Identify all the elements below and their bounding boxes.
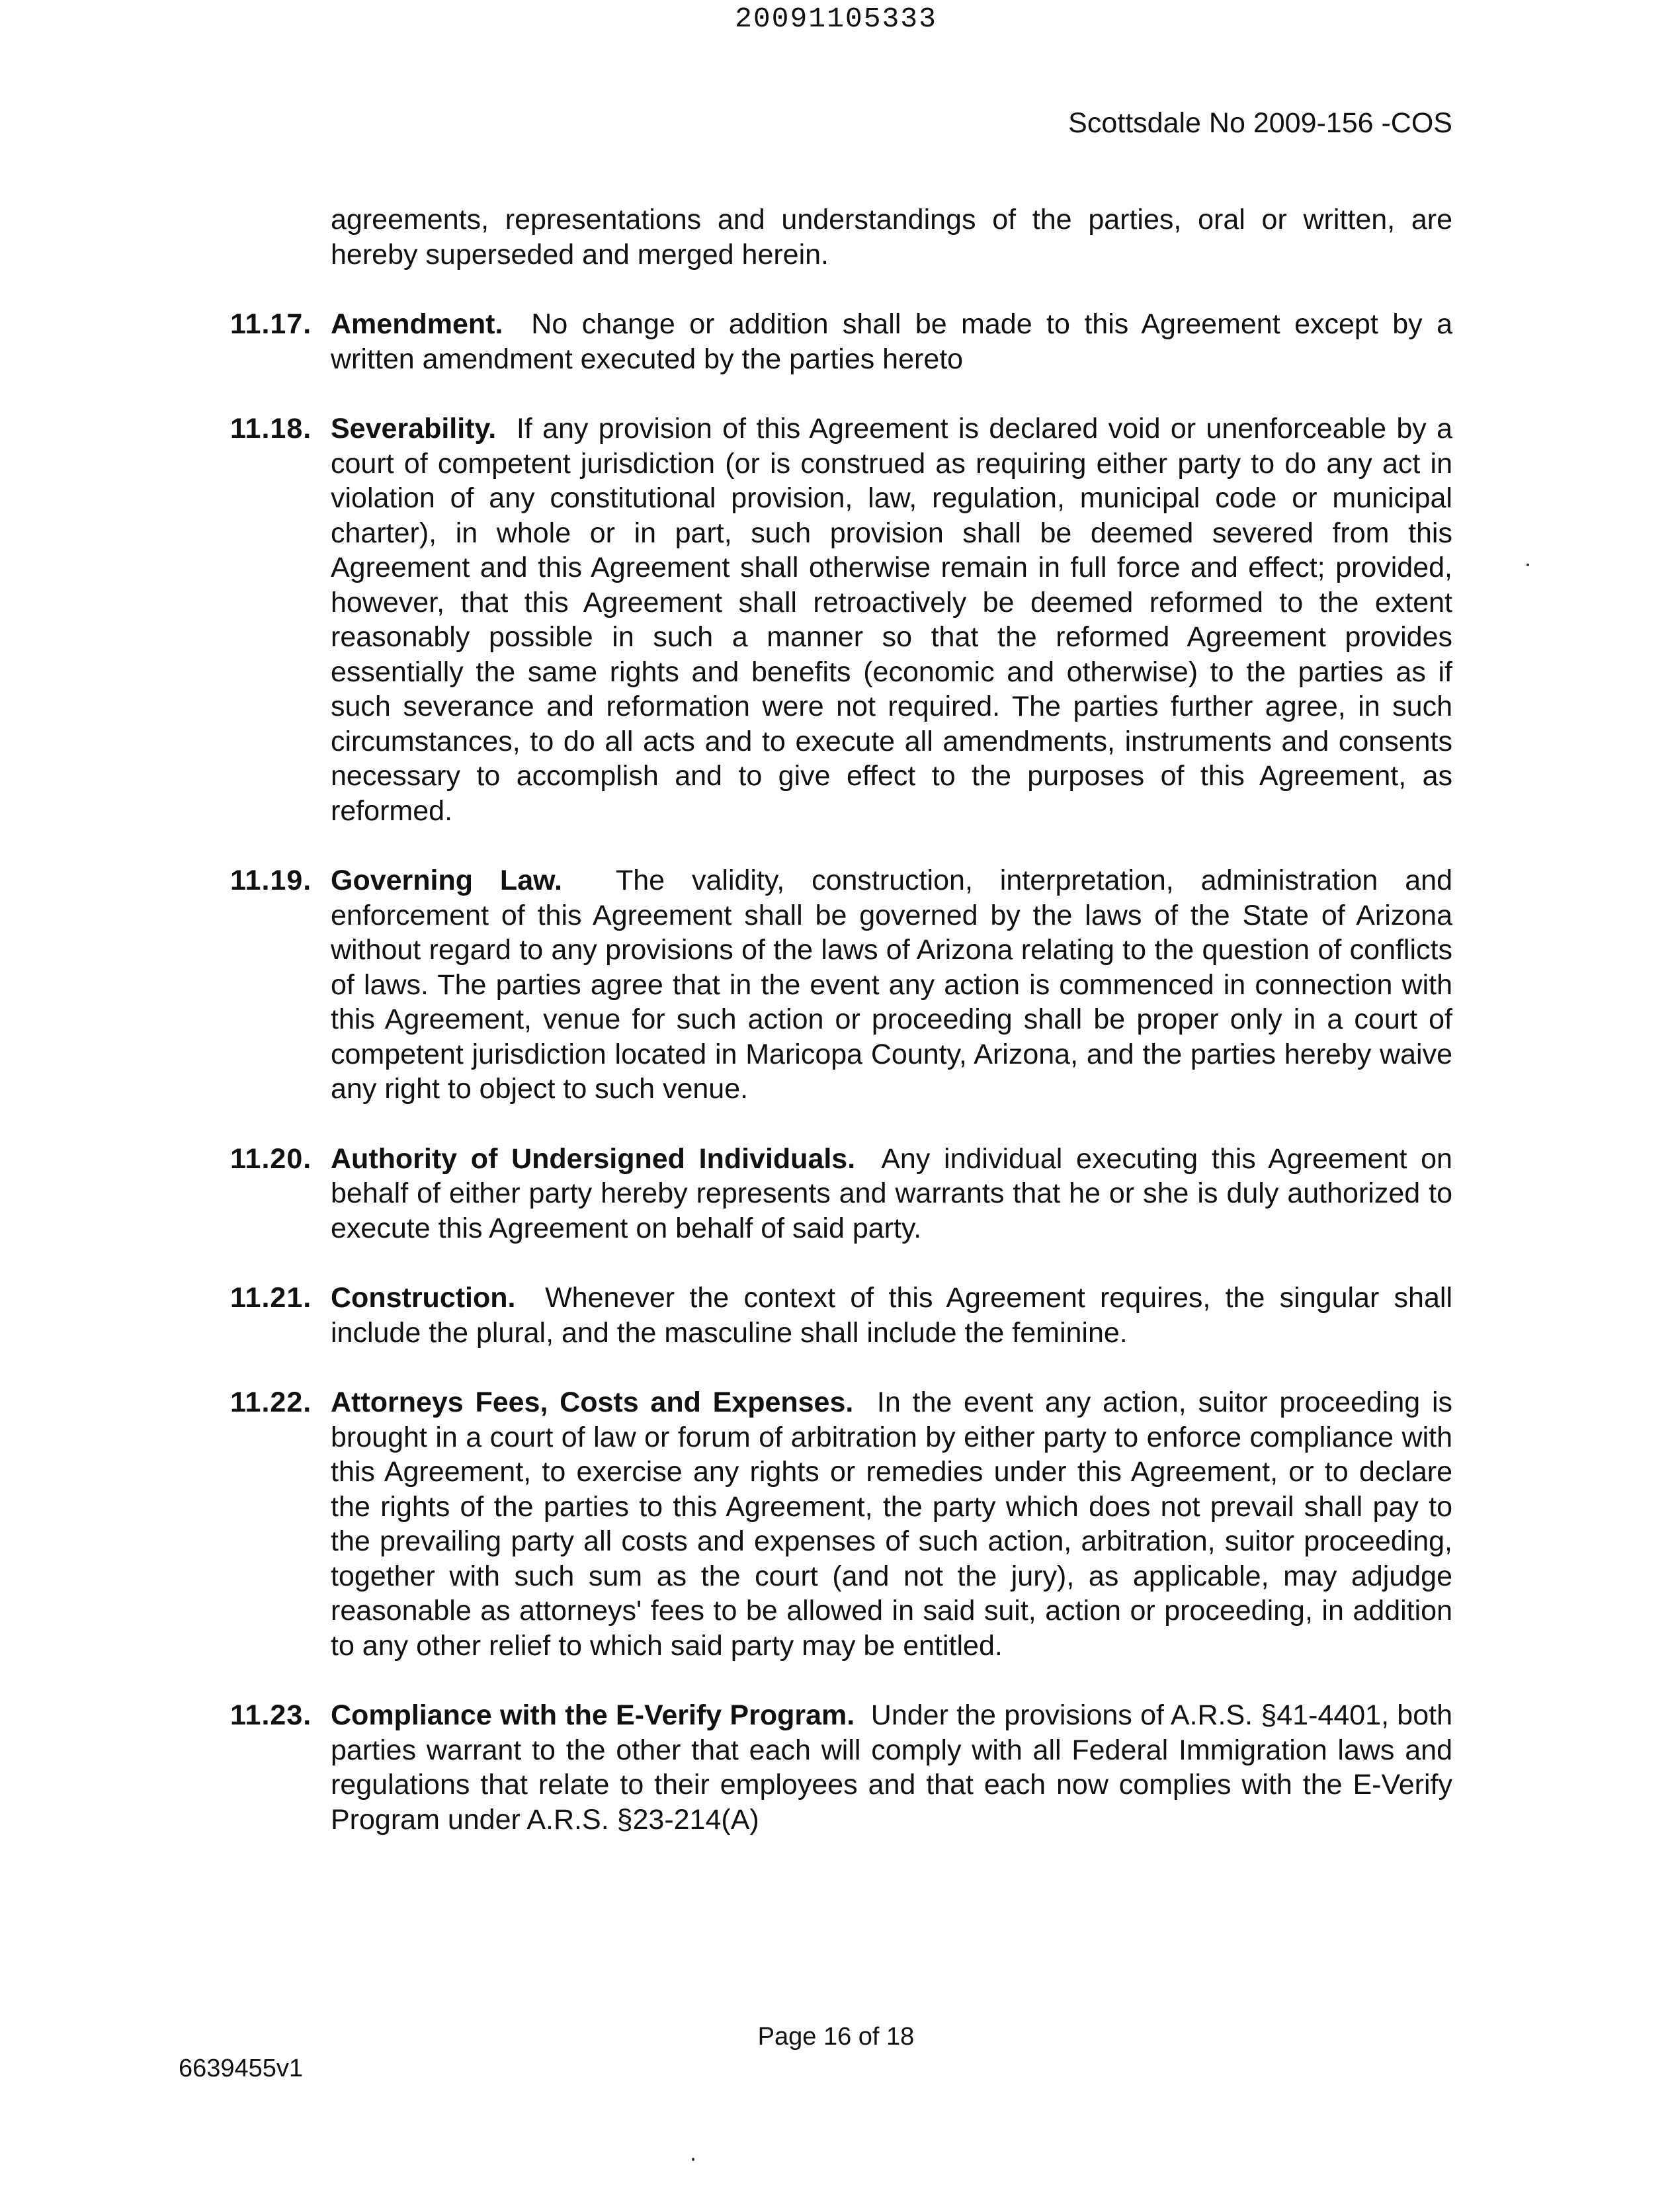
document-version: 6639455v1 bbox=[179, 2055, 304, 2082]
scan-speck bbox=[692, 2158, 694, 2161]
document-body bbox=[230, 202, 1452, 1837]
section-number: 11.23. bbox=[230, 1699, 312, 1731]
section-11-21 bbox=[230, 1281, 1452, 1350]
section-body bbox=[331, 863, 1452, 1107]
section-text: In the event any action, suitor proceeding is brought in a court of law or forum of arbitration by either party to enforce compliance with this Agreement, to exercise any rights or remedies under this Agreement, or to declare the rights of the parties to this Agreement, the party which does not prevail shall pay to the prevailing party all costs and expenses of such action, arbitration, suitor proceeding, together with such sum as the court (and not the jury), as applicable, may adjudge reasonable as attorneys' fees to be allowed in said suit, action or proceeding, in addition to any other relief to which said party may be entitled. bbox=[331, 1386, 1453, 1662]
section-number: 11.17. bbox=[230, 308, 312, 340]
section-body bbox=[331, 1142, 1452, 1246]
section-text: Whenever the context of this Agreement requires, the singular shall include the plural, and the masculine shall include the feminine. bbox=[331, 1282, 1452, 1349]
section-title: Attorneys Fees, Costs and Expenses. bbox=[331, 1386, 854, 1418]
section-number: 11.21. bbox=[230, 1282, 312, 1314]
section-11-18 bbox=[230, 411, 1452, 828]
section-11-19 bbox=[230, 863, 1452, 1107]
section-title: Compliance with the E-Verify Program. bbox=[331, 1699, 855, 1731]
page-number: Page 16 of 18 bbox=[757, 2023, 915, 2051]
section-text: Under the provisions of A.R.S. §41-4401, both parties warrant to the other that each will comply with all Federal Immigration laws and regulations that relate to their employees and that each now complies with the E-Verify Program under A.R.S. §23-214(A) bbox=[331, 1699, 1453, 1836]
section-11-23 bbox=[230, 1698, 1452, 1837]
section-text: Any individual executing this Agreement on behalf of either party hereby represents and warrants that he or she is duly authorized to execute this Agreement on behalf of said party. bbox=[331, 1142, 1452, 1244]
section-text: If any provision of this Agreement is declared void or unenforceable by a court of competent jurisdiction (or is construed as requiring either party to do any act in violation of any constitutional provision, law, regulation, municipal code or municipal charter), in whole or in part, such provision shall be deemed severed from this Agreement and this Agreement shall otherwise remain in full force and effect; provided, however, that this Agreement shall retroactively be deemed reformed to the extent reasonably possible in such a manner so that the reformed Agreement provides essentially the same rights and benefits (economic and otherwise) to the parties as if such severance and reformation were not required. The parties further agree, in such circumstances, to do all acts and to execute all amendments, instruments and consents necessary to accomplish and to give effect to the purposes of this Agreement, as reformed. bbox=[331, 413, 1452, 827]
section-11-20 bbox=[230, 1142, 1452, 1246]
section-title: Authority of Undersigned Individuals. bbox=[331, 1142, 856, 1175]
section-body bbox=[331, 1385, 1452, 1663]
section-body bbox=[331, 1281, 1452, 1350]
section-title: Governing Law. bbox=[331, 865, 562, 896]
section-number: 11.20. bbox=[230, 1142, 312, 1175]
section-text: The validity, construction, interpretation, administration and enforcement of this Agreement shall be governed by the laws of the State of Arizona without regard to any provisions of the laws of Arizona relating to the question of conflicts of laws. The parties agree that in the event any action is commenced in connection with this Agreement, venue for such action or proceeding shall be proper only in a court of competent jurisdiction located in Maricopa County, Arizona, and the parties hereby waive any right to object to such venue. bbox=[331, 865, 1452, 1105]
section-title: Severability. bbox=[331, 413, 497, 445]
section-text: No change or addition shall be made to this Agreement except by a written amendment executed by the parties hereto bbox=[331, 308, 1452, 375]
section-title: Construction. bbox=[331, 1282, 516, 1314]
section-number: 11.22. bbox=[230, 1386, 312, 1418]
section-title: Amendment. bbox=[331, 308, 503, 340]
document-id: 20091105333 bbox=[735, 3, 937, 35]
section-body bbox=[331, 411, 1452, 828]
section-number: 11.19. bbox=[230, 865, 312, 896]
section-body bbox=[331, 1698, 1452, 1837]
section-11-17 bbox=[230, 307, 1452, 376]
section-11-22 bbox=[230, 1385, 1452, 1663]
section-body bbox=[331, 307, 1452, 376]
document-reference: Scottsdale No 2009-156 -COS bbox=[1068, 107, 1452, 139]
scan-speck bbox=[1526, 564, 1529, 566]
section-number: 11.18. bbox=[230, 413, 312, 445]
continuation-paragraph: agreements, representations and understandings of the parties, oral or written, are hereby superseded and merged herein. bbox=[331, 204, 1452, 271]
